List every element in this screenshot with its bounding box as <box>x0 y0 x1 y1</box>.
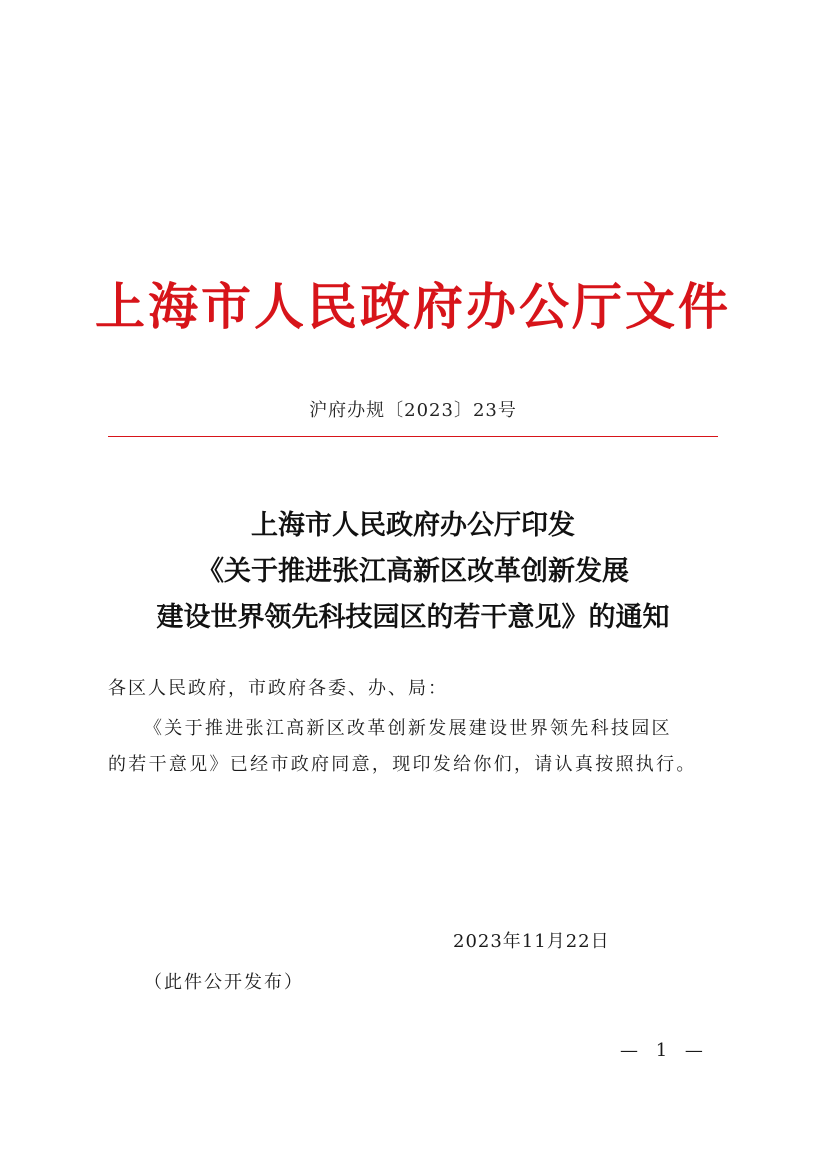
public-release-note: （此件公开发布） <box>144 972 304 993</box>
document-title <box>0 503 826 641</box>
body-paragraph-line-2: 的若干意见》已经市政府同意，现印发给你们，请认真按照执行。 <box>108 754 697 775</box>
red-separator-line <box>108 436 718 437</box>
issuer-header: 上海市人民政府办公厅文件 <box>95 277 731 336</box>
document-number: 沪府办规〔2023〕23号 <box>309 400 517 421</box>
page-number: — 1 — <box>620 1040 709 1061</box>
title-line-3: 建设世界领先科技园区的若干意见》的通知 <box>156 602 670 633</box>
salutation: 各区人民政府，市政府各委、办、局： <box>108 678 448 699</box>
issue-date: 2023年11月22日 <box>453 931 610 952</box>
title-line-2: 《关于推进张江高新区改革创新发展 <box>197 556 629 587</box>
body-paragraph-line-1: 《关于推进张江高新区改革创新发展建设世界领先科技园区 <box>144 718 672 739</box>
title-line-1: 上海市人民政府办公厅印发 <box>251 510 575 541</box>
body-paragraph <box>108 711 720 783</box>
